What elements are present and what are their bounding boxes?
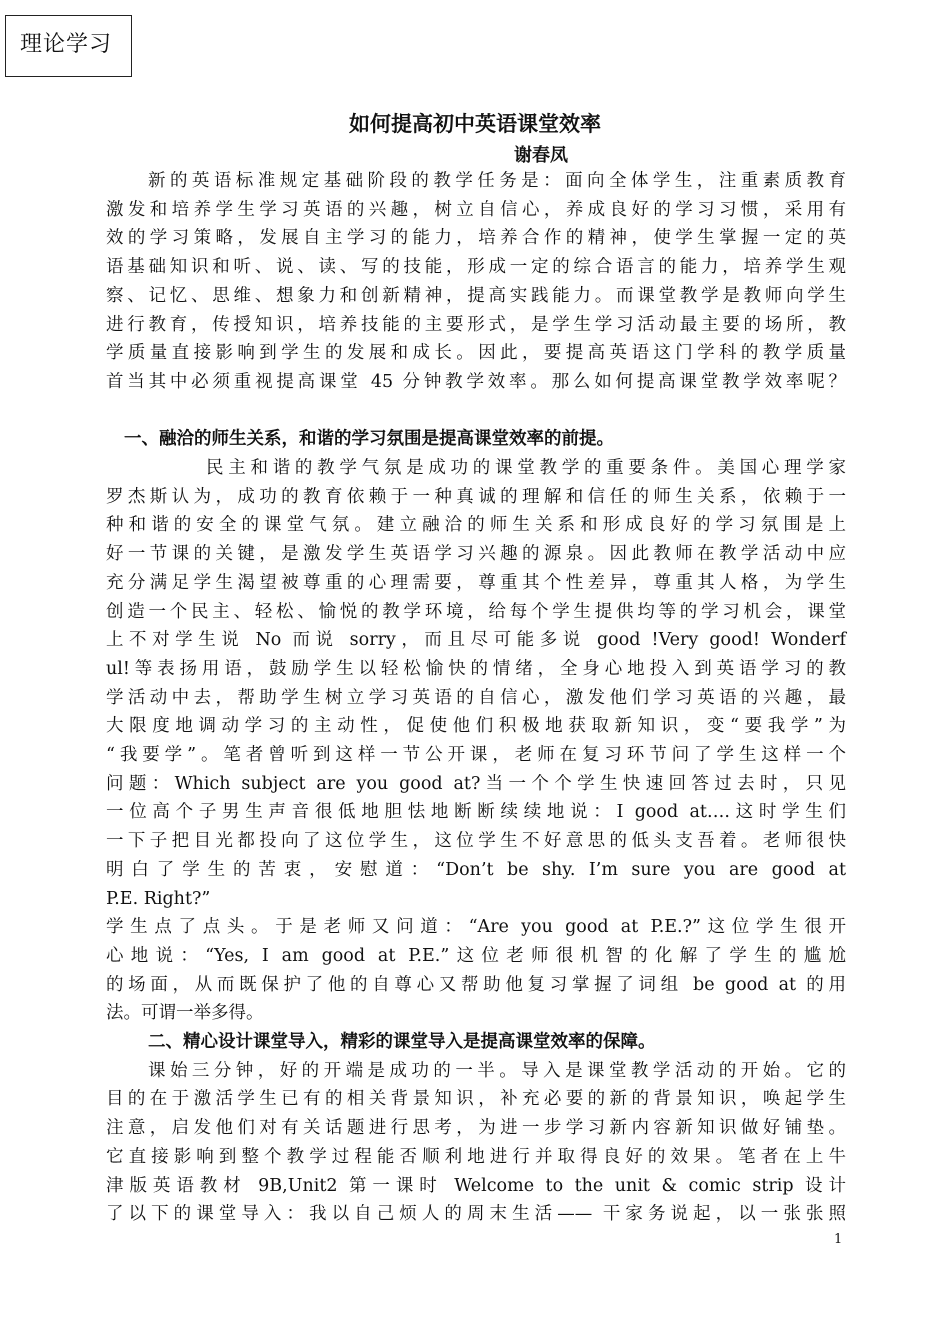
text-line: 心地说：“Yes, I am good at P.E.”这位老师很机智的化解了学生的尴尬 bbox=[106, 945, 846, 966]
text-line: 一下子把目光都投向了这位学生，这位学生不好意思的低头支吾着。老师很快 bbox=[106, 831, 846, 852]
section-tag: 理论学习 bbox=[20, 32, 113, 57]
text-line: 语基础知识和听、说、读、写的技能，形成一定的综合语言的能力，培养学生观 bbox=[106, 257, 846, 278]
page-number: 1 bbox=[834, 1232, 843, 1247]
text-line: 大限度地调动学习的主动性，促使他们积极地获取新知识，变“要我学”为 bbox=[106, 716, 846, 737]
text-line: P.E. Right?” bbox=[106, 888, 211, 909]
text-line: 种和谐的安全的课堂气氛。建立融洽的师生关系和形成良好的学习氛围是上 bbox=[106, 515, 846, 536]
text-line: 目的在于激活学生已有的相关背景知识，补充必要的新的背景知识，唤起学生 bbox=[106, 1089, 846, 1110]
text-line: 罗杰斯认为，成功的教育依赖于一种真诚的理解和信任的师生关系，依赖于一 bbox=[106, 486, 846, 507]
section-heading: 二、精心设计课堂导入，精彩的课堂导入是提高课堂效率的保障。 bbox=[148, 1032, 656, 1052]
text-line: 进行教育，传授知识，培养技能的主要形式，是学生学习活动最主要的场所，教 bbox=[106, 314, 846, 335]
text-line: 新的英语标准规定基础阶段的教学任务是：面向全体学生，注重素质教育 bbox=[148, 171, 846, 191]
text-line: 察、记忆、思维、想象力和创新精神，提高实践能力。而课堂教学是教师向学生 bbox=[106, 285, 846, 306]
text-line: 激发和培养学生学习英语的兴趣，树立自信心，养成良好的学习习惯，采用有 bbox=[106, 199, 846, 220]
text-line: 首当其中必须重视提高课堂 45 分钟教学效率。那么如何提高课堂教学效率呢？ bbox=[106, 371, 846, 392]
section-tag-box bbox=[5, 15, 132, 77]
text-line: 课始三分钟，好的开端是成功的一半。导入是课堂教学活动的开始。它的 bbox=[148, 1060, 846, 1081]
text-line: 了以下的课堂导入：我以自己烦人的周末生活—— 干家务说起，以一张张照 bbox=[106, 1204, 846, 1225]
author-name: 谢春凤 bbox=[514, 145, 568, 166]
text-line: 学生点了点头。于是老师又问道：“Are you good at P.E.?”这位学生很开 bbox=[106, 917, 846, 938]
text-line: 明白了学生的苦衷，安慰道：“Don’t be shy. I’m sure you are good at bbox=[106, 859, 846, 880]
text-line: 的场面，从而既保护了他的自尊心又帮助他复习掌握了词组 be good at 的用 bbox=[106, 974, 846, 995]
section-heading: 一、融洽的师生关系，和谐的学习氛围是提高课堂效率的前提。 bbox=[124, 429, 614, 450]
article-title: 如何提高初中英语课堂效率 bbox=[349, 112, 601, 136]
text-line: 它直接影响到整个教学过程能否顺利地进行并取得良好的效果。笔者在上牛 bbox=[106, 1146, 846, 1167]
text-line: 效的学习策略，发展自主学习的能力，培养合作的精神，使学生掌握一定的英 bbox=[106, 228, 846, 249]
text-line: 津版英语教材 9B,Unit2 第一课时 Welcome to the unit & comic strip 设计 bbox=[106, 1175, 846, 1196]
text-line: 上不对学生说 No 而说 sorry，而且尽可能多说 good !Very good! Wonderf bbox=[106, 630, 846, 651]
text-line: 问题：Which subject are you good at?当一个个学生快速回答过去时，只见 bbox=[106, 773, 846, 794]
text-line: 创造一个民主、轻松、愉悦的教学环境，给每个学生提供均等的学习机会，课堂 bbox=[106, 601, 846, 622]
text-line: ul!等表扬用语，鼓励学生以轻松愉快的情绪，全身心地投入到英语学习的教 bbox=[106, 658, 846, 679]
text-line: 学活动中去，帮助学生树立学习英语的自信心，激发他们学习英语的兴趣，最 bbox=[106, 687, 846, 708]
text-line bbox=[106, 397, 846, 425]
text-line: 民主和谐的教学气氛是成功的课堂教学的重要条件。美国心理学家 bbox=[206, 458, 846, 478]
text-line: 一位高个子男生声音很低地胆怯地断断续续地说：I good at….这时学生们 bbox=[106, 802, 846, 823]
text-line: 充分满足学生渴望被尊重的心理需要，尊重其个性差异，尊重其人格，为学生 bbox=[106, 572, 846, 593]
text-line: 法。可谓一举多得。 bbox=[106, 1003, 264, 1024]
text-line: 好一节课的关键，是激发学生英语学习兴趣的源泉。因此教师在教学活动中应 bbox=[106, 544, 846, 565]
text-line: 学质量直接影响到学生的发展和成长。因此，要提高英语这门学科的教学质量 bbox=[106, 343, 846, 364]
text-line: “我要学”。笔者曾听到这样一节公开课，老师在复习环节问了学生这样一个 bbox=[106, 745, 846, 765]
text-line: 注意，启发他们对有关话题进行思考，为进一步学习新内容新知识做好铺垫。 bbox=[106, 1118, 846, 1139]
